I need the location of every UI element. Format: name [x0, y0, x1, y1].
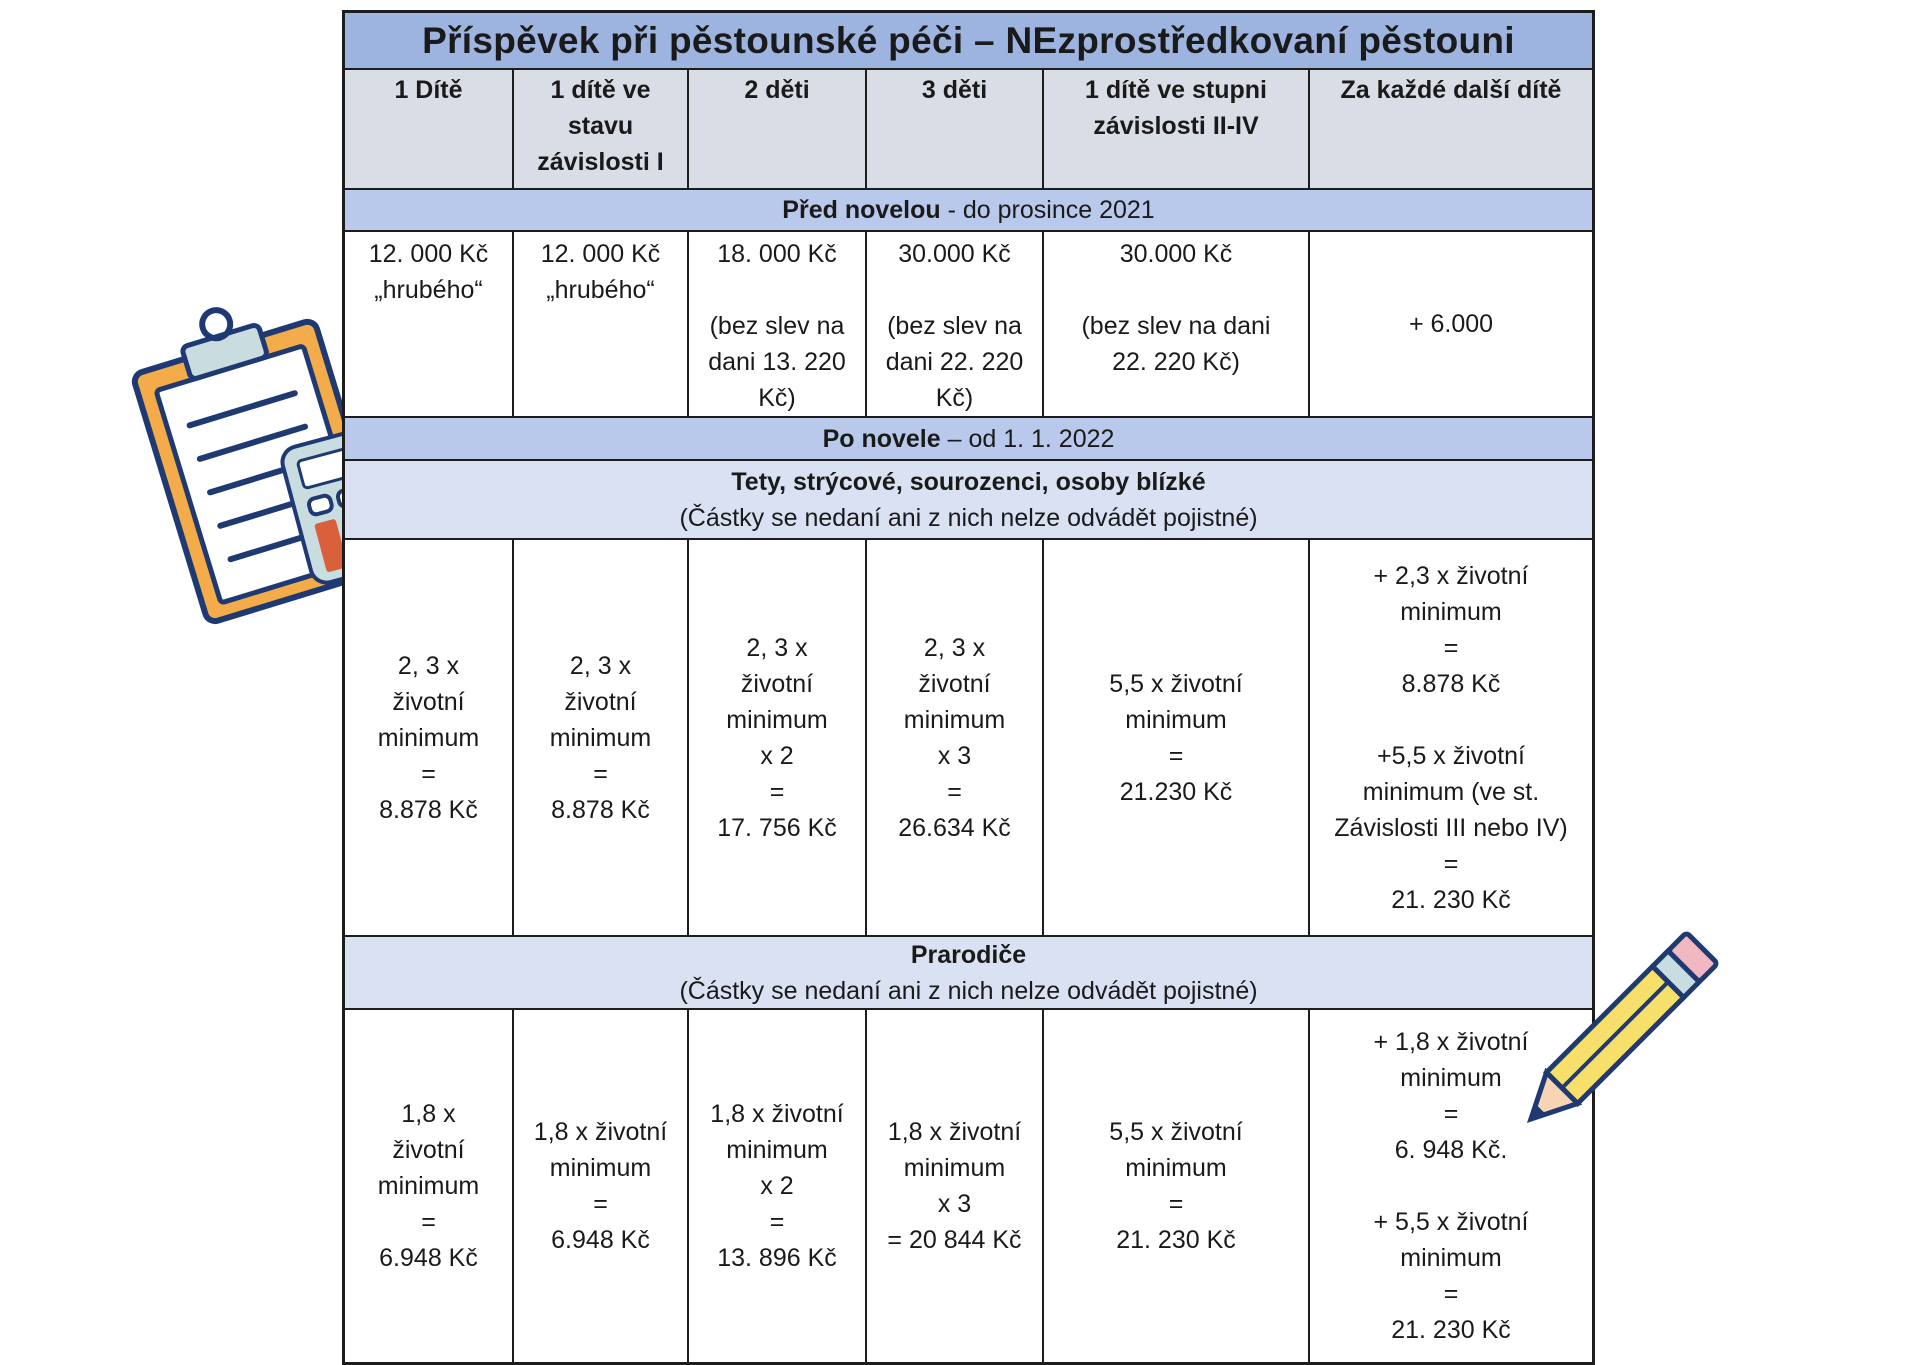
table-title — [345, 13, 1592, 70]
section-after-amendment — [345, 418, 1592, 461]
table-cell: 1,8 x životní minimum x 2 = 13. 896 Kč — [689, 1010, 867, 1362]
section-heading-bold: Před novelou — [782, 196, 941, 224]
table-cell: 30.000 Kč (bez slev na dani 22. 220 Kč) — [867, 232, 1044, 416]
table-cell: 1,8 x životní minimum = 6.948 Kč — [514, 1010, 689, 1362]
table-cell: 30.000 Kč (bez slev na dani 22. 220 Kč) — [1044, 232, 1310, 416]
table-cell: + 1,8 x životní minimum = 6. 948 Kč. + 5,5 x životní minimum = 21. 230 Kč — [1373, 1028, 1529, 1344]
table-cell: 5,5 x životní minimum = 21. 230 Kč — [1044, 1010, 1310, 1362]
subsection-relatives — [345, 461, 1592, 540]
column-header: 1 dítě ve stavu závislosti I — [514, 70, 689, 188]
pencil-icon — [1510, 920, 1730, 1140]
relatives-row — [345, 540, 1592, 937]
table-cell: 12. 000 Kč „hrubého“ — [514, 232, 689, 416]
subsection-note: (Částky se nedaní ani z nich nelze odvádět pojistné) — [679, 503, 1258, 532]
subsection-grandparents — [345, 937, 1592, 1010]
table-cell: 2, 3 x životní minimum = 8.878 Kč — [345, 540, 514, 935]
subsection-title: Prarodiče — [910, 940, 1027, 969]
column-header: Za každé další dítě — [1340, 76, 1562, 104]
column-header: 3 děti — [867, 70, 1044, 188]
contribution-table — [342, 10, 1595, 1365]
table-cell: 5,5 x životní minimum = 21.230 Kč — [1044, 540, 1310, 935]
column-header: 2 děti — [689, 70, 867, 188]
before-row — [345, 232, 1592, 418]
subsection-note: (Částky se nedaní ani z nich nelze odvádět pojistné) — [679, 976, 1258, 1005]
section-heading-rest: – od 1. 1. 2022 — [940, 424, 1115, 453]
table-cell: 2, 3 x životní minimum = 8.878 Kč — [514, 540, 689, 935]
table-cell: 2, 3 x životní minimum x 2 = 17. 756 Kč — [689, 540, 867, 935]
table-cell: 12. 000 Kč „hrubého“ — [345, 232, 514, 416]
column-header: 1 Dítě — [345, 70, 514, 188]
table-cell: 18. 000 Kč (bez slev na dani 13. 220 Kč) — [689, 232, 867, 416]
table-title-text: Příspěvek při pěstounské péči – NEzprostředkovaní pěstouni — [422, 19, 1515, 61]
subsection-title: Tety, strýcové, sourozenci, osoby blízké — [731, 467, 1206, 496]
column-header: 1 dítě ve stupni závislosti II-IV — [1044, 70, 1310, 188]
table-cell: + 6.000 — [1408, 310, 1494, 338]
table-cell: + 2,3 x životní minimum = 8.878 Kč +5,5 x životní minimum (ve st. Závislosti III nebo IV) = 21. 230 Kč — [1334, 561, 1568, 914]
section-heading-bold: Po novele — [822, 424, 941, 453]
section-before-amendment — [345, 190, 1592, 232]
column-headers — [345, 70, 1592, 190]
grandparents-row — [345, 1010, 1592, 1362]
table-cell: 1,8 x životní minimum x 3 = 20 844 Kč — [867, 1010, 1044, 1362]
table-cell: 2, 3 x životní minimum x 3 = 26.634 Kč — [867, 540, 1044, 935]
table-cell: 1,8 x životní minimum = 6.948 Kč — [345, 1010, 514, 1362]
section-heading-rest: - do prosince 2021 — [940, 196, 1155, 224]
